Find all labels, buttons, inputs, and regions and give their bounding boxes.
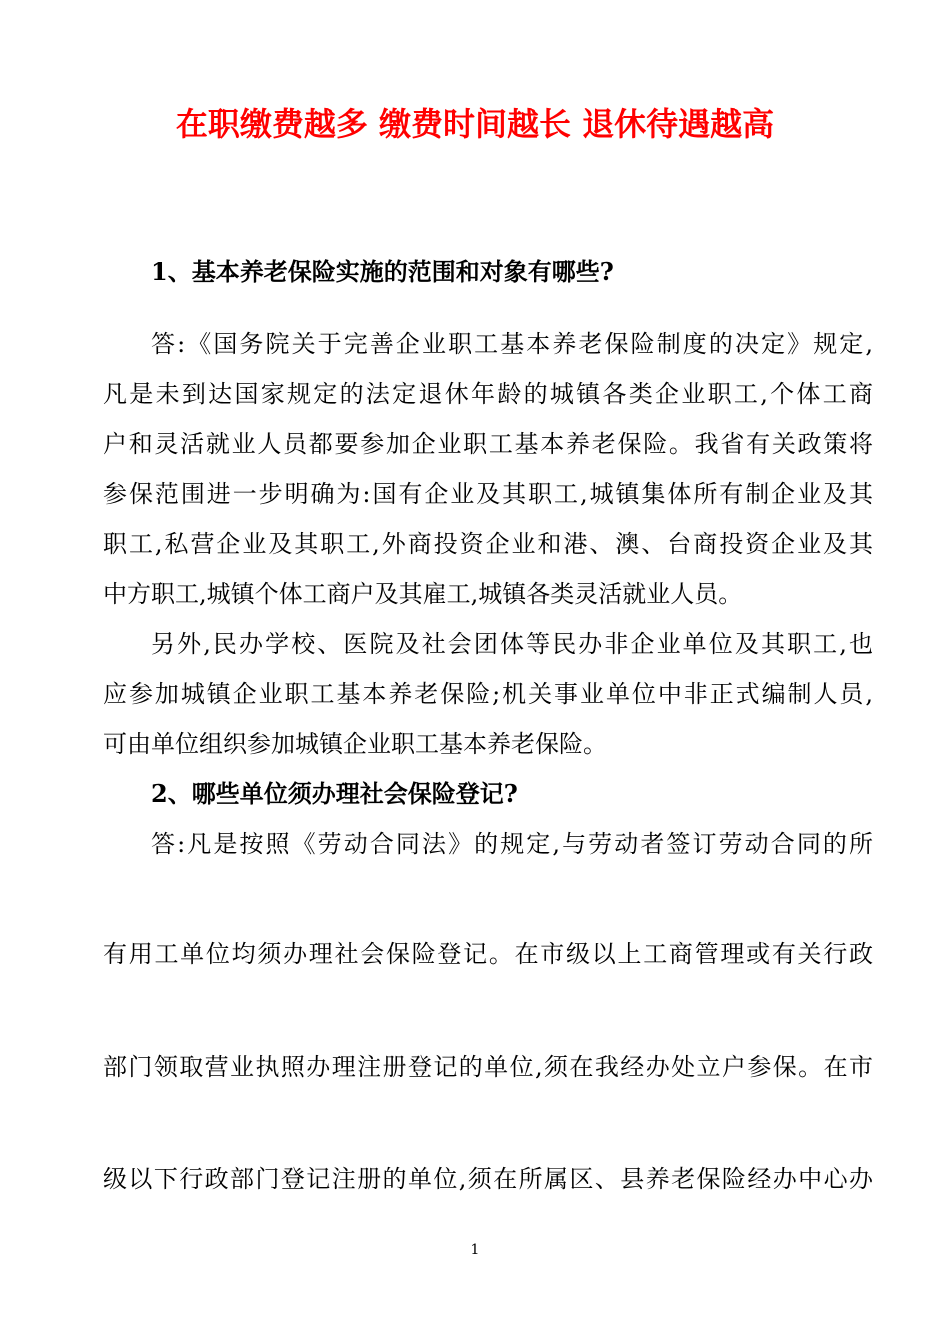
section-1-answer-line: 户和灵活就业人员都要参加企业职工基本养老保险。我省有关政策将 bbox=[103, 430, 873, 458]
section-1-answer-line: 凡是未到达国家规定的法定退休年龄的城镇各类企业职工,个体工商 bbox=[103, 380, 873, 408]
section-1-answer-line: 参保范围进一步明确为:国有企业及其职工,城镇集体所有制企业及其 bbox=[103, 480, 873, 508]
page-title: 在职缴费越多 缴费时间越长 退休待遇越高 bbox=[175, 105, 775, 143]
section-1-answer-line: 职工,私营企业及其职工,外商投资企业和港、澳、台商投资企业及其 bbox=[103, 530, 873, 558]
section-1-heading: 1、基本养老保险实施的范围和对象有哪些? bbox=[151, 257, 614, 286]
section-1-extra-line: 应参加城镇企业职工基本养老保险;机关事业单位中非正式编制人员, bbox=[103, 680, 873, 708]
section-2-answer-line: 部门领取营业执照办理注册登记的单位,须在我经办处立户参保。在市 bbox=[103, 1053, 873, 1081]
section-2-answer-line: 有用工单位均须办理社会保险登记。在市级以上工商管理或有关行政 bbox=[103, 940, 873, 968]
section-1-answer-line: 中方职工,城镇个体工商户及其雇工,城镇各类灵活就业人员。 bbox=[103, 580, 743, 608]
section-1-extra-line: 另外,民办学校、医院及社会团体等民办非企业单位及其职工,也 bbox=[151, 630, 873, 658]
section-1-extra-line: 可由单位组织参加城镇企业职工基本养老保险。 bbox=[103, 730, 607, 758]
section-2-answer-line: 答:凡是按照《劳动合同法》的规定,与劳动者签订劳动合同的所 bbox=[151, 830, 873, 858]
section-2-heading: 2、哪些单位须办理社会保险登记? bbox=[151, 779, 518, 808]
section-1-answer-line: 答:《国务院关于完善企业职工基本养老保险制度的决定》规定, bbox=[151, 330, 873, 358]
page-number: 1 bbox=[470, 1242, 480, 1258]
section-2-answer-line: 级以下行政部门登记注册的单位,须在所属区、县养老保险经办中心办 bbox=[103, 1165, 873, 1193]
